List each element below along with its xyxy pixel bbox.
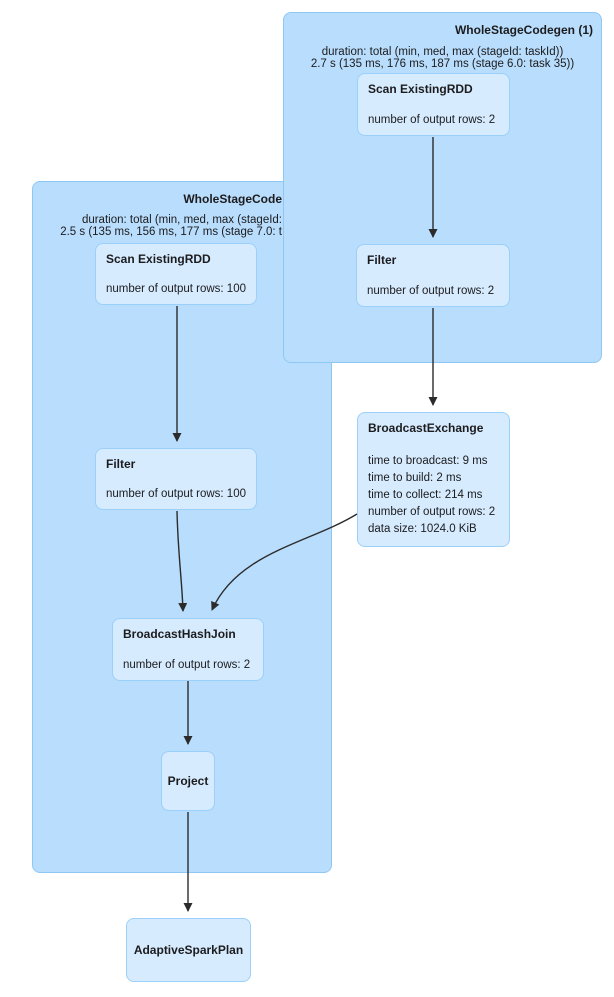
node-metric: number of output rows: 2 — [367, 285, 495, 297]
node-metric: time to build: 2 ms — [368, 472, 462, 484]
node-scan-existingrdd-wsc2[interactable] — [95, 243, 257, 305]
node-title: Filter — [106, 457, 136, 471]
node-title: Scan ExistingRDD — [106, 252, 211, 266]
cluster-title: WholeStageCodegen (1) — [454, 23, 593, 37]
node-scan-existingrdd-wsc1[interactable] — [357, 73, 510, 136]
node-title: Project — [167, 774, 209, 788]
cluster-duration-line2: 2.7 s (135 ms, 176 ms, 187 ms (stage 6.0: task 35)) — [310, 58, 575, 70]
node-metric: number of output rows: 2 — [368, 114, 496, 126]
cluster-duration-line1: duration: total (min, med, max (stageId: taskId)) — [321, 46, 564, 58]
cluster-duration — [60, 214, 282, 238]
node-broadcasthashjoin[interactable] — [112, 618, 264, 681]
cluster-duration-line2: 2.5 s (135 ms, 156 ms, 177 ms (stage 7.0: t — [60, 226, 282, 238]
node-metric: number of output rows: 100 — [106, 283, 246, 295]
node-title: Scan ExistingRDD — [368, 82, 473, 96]
node-filter-wsc1[interactable] — [356, 244, 510, 307]
cluster-title: WholeStageCode — [183, 192, 282, 206]
node-broadcastexchange[interactable] — [357, 412, 510, 547]
node-project[interactable] — [161, 751, 215, 811]
node-metric: time to collect: 214 ms — [368, 489, 483, 501]
node-title: AdaptiveSparkPlan — [133, 943, 244, 957]
node-metrics — [368, 453, 495, 538]
node-metric: number of output rows: 2 — [368, 506, 496, 518]
node-metric: time to broadcast: 9 ms — [368, 455, 488, 467]
node-title: BroadcastHashJoin — [123, 627, 236, 641]
cluster-duration — [284, 46, 601, 70]
node-filter-wsc2[interactable] — [95, 448, 257, 510]
node-adaptivesparkplan[interactable] — [126, 918, 251, 982]
node-title: Filter — [367, 253, 397, 267]
cluster-wholestagecodegen-1 — [283, 12, 602, 363]
node-metric: number of output rows: 100 — [106, 488, 246, 500]
node-metric: data size: 1024.0 KiB — [368, 523, 477, 535]
cluster-duration-line1: duration: total (min, med, max (stageId: — [81, 214, 282, 226]
node-title: BroadcastExchange — [368, 421, 484, 435]
node-metric: number of output rows: 2 — [123, 659, 251, 671]
